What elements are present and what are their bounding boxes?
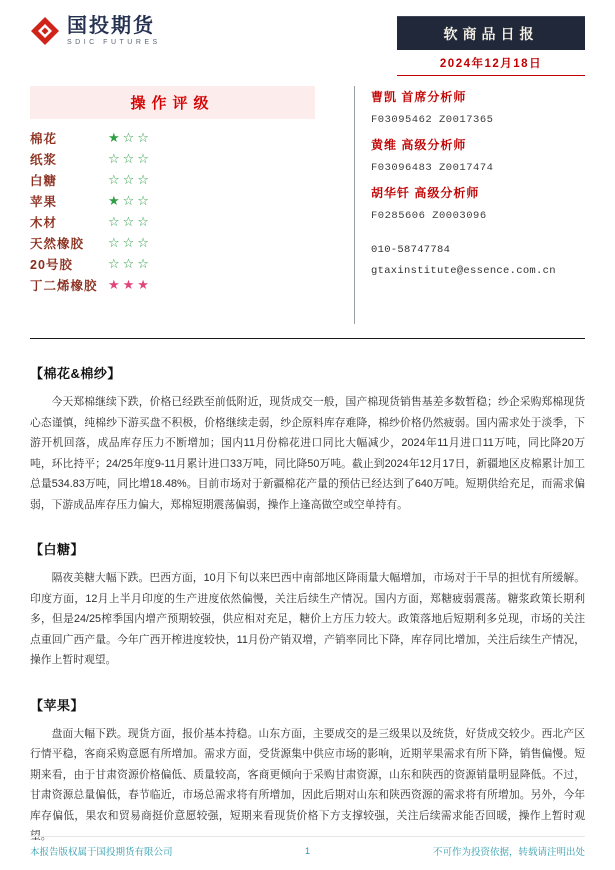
rating-row: [30, 190, 330, 211]
analyst-ids: F0285606 Z0003096: [371, 210, 487, 222]
analysts-panel: [354, 86, 585, 324]
report-body: [30, 363, 585, 847]
analyst-name: 胡华钎 高级分析师: [371, 186, 480, 200]
rating-row: [30, 211, 330, 232]
report-title: 软商品日报: [397, 16, 585, 50]
section-cotton: [30, 363, 585, 515]
contact-block: [371, 244, 585, 277]
star-rating: ☆☆☆: [108, 151, 152, 166]
section-apple: [30, 695, 585, 847]
commodity-name: 天然橡胶: [30, 236, 85, 251]
rating-row: [30, 253, 330, 274]
star-rating: ☆☆☆: [108, 172, 152, 187]
logo-en-name: SDIC FUTURES: [67, 39, 161, 46]
section-heading: 【棉花&棉纱】: [30, 366, 121, 381]
analyst-name: 黄维 高级分析师: [371, 138, 467, 152]
logo-cn-name: 国投期货: [67, 15, 155, 37]
footer-page-number: 1: [304, 845, 311, 857]
rating-row: [30, 274, 330, 295]
page-footer: [30, 836, 585, 858]
star-rating: ★☆☆: [108, 130, 152, 145]
star-rating: ☆☆☆: [108, 235, 152, 250]
commodity-name: 纸浆: [30, 152, 58, 167]
company-logo: [30, 16, 161, 46]
rating-row: [30, 232, 330, 253]
rating-row: [30, 148, 330, 169]
ratings-list: [30, 127, 330, 295]
star-rating: ☆☆☆: [108, 214, 152, 229]
commodity-name: 棉花: [30, 131, 58, 146]
ratings-panel: [30, 86, 330, 324]
analyst-ids: F03095462 Z0017365: [371, 114, 494, 126]
footer-copyright: 本报告版权属于国投期货有限公司: [30, 847, 173, 858]
section-text: 今天郑棉继续下跌，价格已经跌至前低附近，现货成交一般，国产棉现货销售基差多数暂稳；纱企采购郑棉现货心态谨慎，纯棉纱下游买盘不积极，价格继续走弱，纱企原料库存难降，棉纱价格仍然疲弱。国内需求处于淡季，下游开机回落，成品库存压力不断增加；国内11月份棉花进口同比大幅减少，2024年11月进口11万吨，同比降20万吨，环比持平；24/25年度9-11月累计进口33万吨，同比降50万吨。截止到2024年12月17日，新疆地区皮棉累计加工总量534.83万吨，同比增18.48%。目前市场对于新疆棉花产量的预估已经达到了640万吨。短期供给充足，而需求偏弱，下游成品库存压力偏大，郑棉短期震荡偏弱，操作上逢高做空或空单持有。: [30, 396, 585, 511]
section-sugar: [30, 539, 585, 671]
star-rating: ★★★: [108, 277, 152, 292]
commodity-name: 白糖: [30, 173, 58, 188]
footer-disclaimer: 不可作为投资依据，转载请注明出处: [432, 847, 585, 858]
info-panel: [30, 86, 585, 324]
section-heading: 【苹果】: [30, 697, 85, 713]
report-date: 2024年12月18日: [397, 50, 585, 76]
analyst-ids: F03096483 Z0017474: [371, 162, 494, 174]
rating-row: [30, 169, 330, 190]
commodity-name: 丁二烯橡胶: [30, 278, 98, 293]
header-divider: [30, 338, 585, 339]
ratings-title: 操作评级: [30, 86, 315, 119]
rating-row: [30, 127, 330, 148]
masthead: [397, 16, 585, 76]
contact-phone: 010-58747784: [371, 244, 451, 256]
star-rating: ★☆☆: [108, 193, 152, 208]
logo-text: [67, 16, 161, 46]
commodity-name: 20号胶: [30, 257, 73, 272]
commodity-name: 苹果: [30, 194, 58, 209]
commodity-name: 木材: [30, 215, 58, 230]
page-header: [30, 16, 585, 76]
star-rating: ☆☆☆: [108, 256, 152, 271]
contact-email[interactable]: gtaxinstitute@essence.com.cn: [371, 265, 556, 277]
logo-diamond-icon: [30, 16, 60, 46]
analyst-name: 曹凯 首席分析师: [371, 90, 467, 104]
section-heading: 【白糖】: [30, 542, 85, 557]
section-text: 盘面大幅下跌。现货方面，报价基本持稳。山东方面，主要成交的是三级果以及统货，好货成交较少。西北产区行情平稳，客商采购意愿有所增加。需求方面，受货源集中供应市场的影响，近期苹果需求有所下降，销售偏慢。短期来看，由于甘肃资源价格偏低、质量较高，客商更倾向于采购甘肃资源，山东和陕西的资源销量明显降低。不过，甘肃资源总量偏低，春节临近，市场总需求将有所增加，因此后期对山东和陕西资源的需求将有所增加。另外，今年库存偏低，果农和贸易商挺价意愿较强，短期来看现货价格下方支撑较强，关注后续需求能否回暖，操作上暂时观望。: [30, 727, 585, 842]
section-text: 隔夜美糖大幅下跌。巴西方面，10月下旬以来巴西中南部地区降雨量大幅增加，市场对于干旱的担忧有所缓解。印度方面，12月上半月印度的生产进度依然偏慢，关注后续生产情况。国内方面，郑糖疲弱震荡。糖浆政策长期利多，但是24/25榨季国内增产预期较强，供应相对充足，糖价上方压力较大。政策落地后短期利多兑现，市场的关注点重回广西产量。今年广西开榨进度较快，11月份产销双增，产销率同比下降，库存同比增加，关注后续生产情况，操作上暂时观望。: [30, 572, 585, 666]
